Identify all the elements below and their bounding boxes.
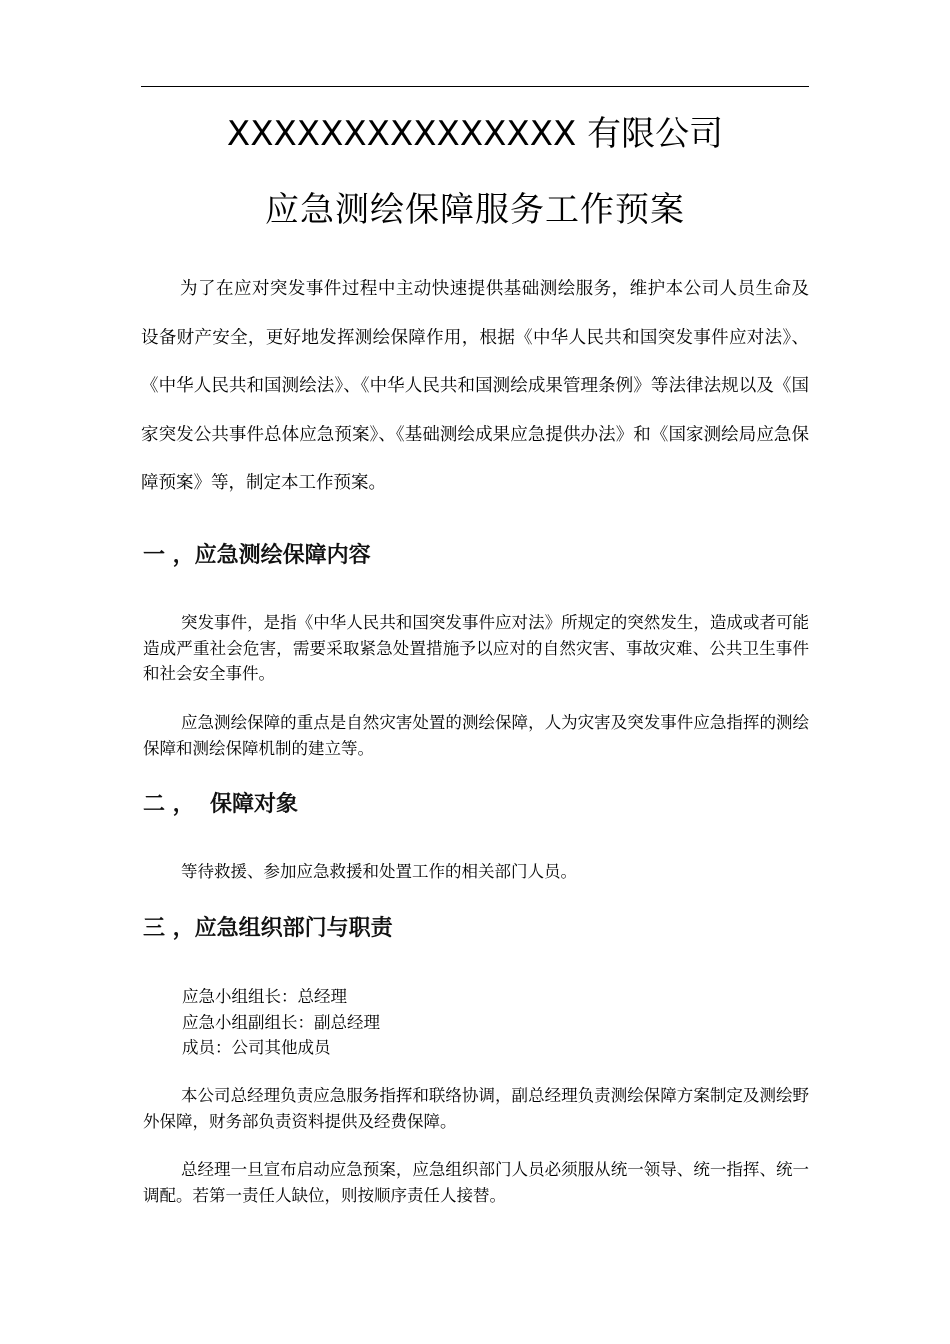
section3-paragraph-1: 本公司总经理负责应急服务指挥和联络协调，副总经理负责测绘保障方案制定及测绘野外保障，财务部负责资料提供及经费保障。 [143,1086,809,1131]
section-heading-2: 二 ， 保障对象 [143,792,298,817]
company-title: XXXXXXXXXXXXXXX 有限公司 [226,114,724,154]
section1-paragraph-1: 突发事件，是指《中华人民共和国突发事件应对法》所规定的突然发生，造成或者可能造成严重社会危害，需要采取紧急处置措施予以应对的自然灾害、事故灾难、公共卫生事件和社会安全事件。 [143,613,809,683]
plan-title: 应急测绘保障服务工作预案 [265,190,685,230]
section-heading-1: 一 ，应急测绘保障内容 [143,543,371,568]
role-members: 成员：公司其他成员 [182,1038,331,1057]
role-list [182,984,380,1061]
intro-paragraph: 为了在应对突发事件过程中主动快速提供基础测绘服务，维护本公司人员生命及设备财产安全，更好地发挥测绘保障作用，根据《中华人民共和国突发事件应对法》、《中华人民共和国测绘法》、《中华人民共和国测绘成果管理条例》等法律法规以及《国家突发公共事件总体应急预案》、《基础测绘成果应急提供办法》和《国家测绘局应急保障预案》等，制定本工作预案。 [141,279,809,493]
role-leader: 应急小组组长：总经理 [182,987,347,1006]
section1-paragraph-2: 应急测绘保障的重点是自然灾害处置的测绘保障，人为灾害及突发事件应急指挥的测绘保障和测绘保障机制的建立等。 [143,713,809,758]
header-rule [141,86,809,87]
section-heading-3: 三 ，应急组织部门与职责 [143,916,393,941]
role-deputy-leader: 应急小组副组长：副总经理 [182,1012,380,1032]
section2-paragraph-1: 等待救援、参加应急救援和处置工作的相关部门人员。 [181,862,577,881]
section3-paragraph-2: 总经理一旦宣布启动应急预案，应急组织部门人员必须服从统一领导、统一指挥、统一调配。若第一责任人缺位，则按顺序责任人接替。 [143,1160,809,1205]
